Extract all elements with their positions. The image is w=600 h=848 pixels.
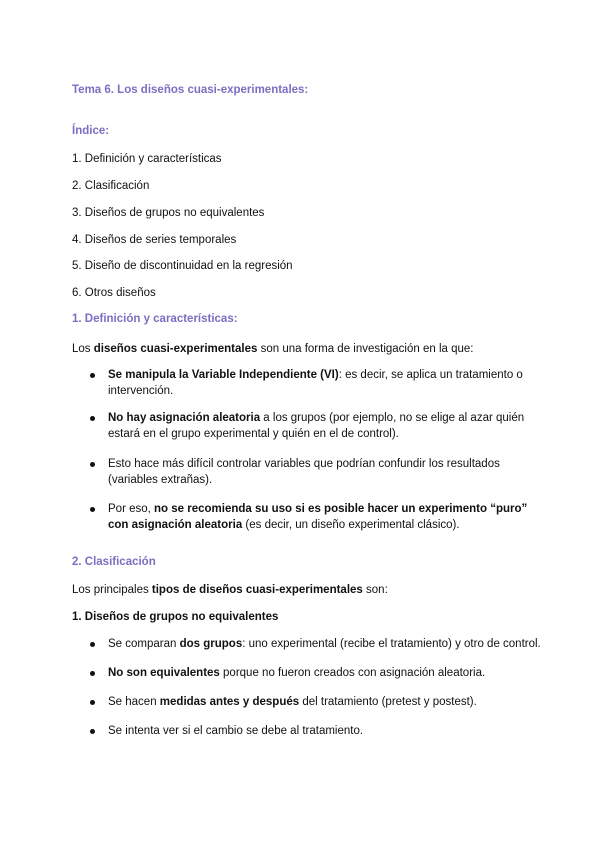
index-item: 6. Otros diseños <box>72 287 156 299</box>
intro-text: Los <box>72 343 94 355</box>
bullet-text: Esto hace más difícil controlar variables que podrían confundir los resultados (variables extrañas). <box>108 458 500 486</box>
section2-heading: 2. Clasificación <box>72 556 156 568</box>
section1-intro <box>72 341 473 357</box>
intro-text: Los principales <box>72 584 152 596</box>
bullet-text: a los grupos (por ejemplo, no se elige al azar quién estará en el grupo experimental y quién en el de control). <box>108 412 525 440</box>
bullet-icon <box>90 507 95 512</box>
bullet-text: (es decir, un diseño experimental clásico). <box>242 519 460 531</box>
bullet-bold: no se recomienda su uso si es posible hacer un experimento “puro” con asignación aleatoria <box>108 503 528 531</box>
bullet-text: Por eso, <box>108 503 155 515</box>
index-heading: Índice: <box>72 125 110 137</box>
bullet-icon <box>90 729 95 734</box>
bullet-text: Se hacen <box>108 696 160 708</box>
bullet-icon <box>90 373 95 378</box>
bullet-text: Se comparan <box>108 638 180 650</box>
bullet-bold: dos grupos <box>179 638 243 650</box>
bullet-icon <box>90 642 95 647</box>
subsection-heading: 1. Diseños de grupos no equivalentes <box>72 611 279 623</box>
document-title: Tema 6. Los diseños cuasi-experimentales: <box>72 84 309 96</box>
list-item <box>108 665 485 681</box>
section2-intro <box>72 582 388 598</box>
list-item <box>108 367 528 399</box>
intro-bold: tipos de diseños cuasi-experimentales <box>151 584 363 596</box>
intro-text: son: <box>362 584 388 596</box>
bullet-icon <box>90 700 95 705</box>
section1-heading: 1. Definición y características: <box>72 313 238 325</box>
index-item: 5. Diseño de discontinuidad en la regresión <box>72 260 293 272</box>
index-item: 2. Clasificación <box>72 180 150 192</box>
bullet-text: porque no fueron creados con asignación aleatoria. <box>219 667 486 679</box>
bullet-bold: medidas antes y después <box>159 696 300 708</box>
index-item: 4. Diseños de series temporales <box>72 234 237 246</box>
list-item <box>108 636 541 652</box>
list-item <box>108 723 363 739</box>
bullet-text: Se intenta ver si el cambio se debe al tratamiento. <box>108 725 364 737</box>
bullet-bold: Se manipula la Variable Independiente (VI) <box>108 369 339 381</box>
bullet-icon <box>90 671 95 676</box>
list-item <box>108 456 528 488</box>
bullet-icon <box>90 416 95 421</box>
bullet-bold: No son equivalentes <box>108 667 220 679</box>
intro-bold: diseños cuasi-experimentales <box>93 343 258 355</box>
list-item <box>108 501 528 533</box>
intro-text: son una forma de investigación en la que: <box>257 343 474 355</box>
bullet-icon <box>90 462 95 467</box>
index-item: 3. Diseños de grupos no equivalentes <box>72 207 265 219</box>
list-item <box>108 694 477 710</box>
bullet-bold: No hay asignación aleatoria <box>108 412 261 424</box>
list-item <box>108 410 528 442</box>
bullet-text: : uno experimental (recibe el tratamiento) y otro de control. <box>242 638 541 650</box>
bullet-text: : es decir, se aplica un tratamiento o intervención. <box>108 369 523 397</box>
bullet-text: del tratamiento (pretest y postest). <box>299 696 477 708</box>
index-item: 1. Definición y características <box>72 153 222 165</box>
